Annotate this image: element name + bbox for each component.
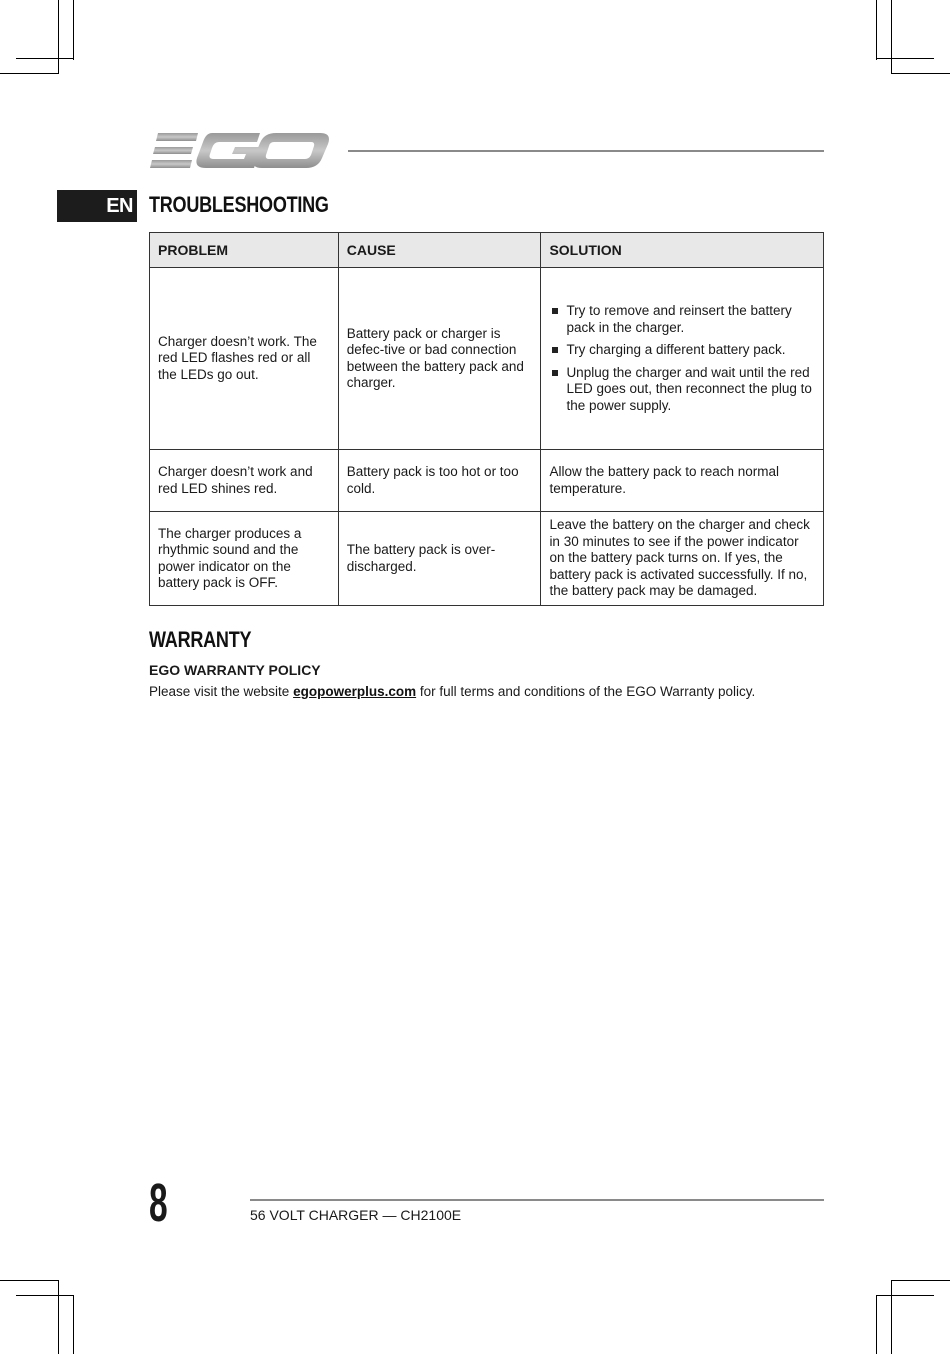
solution-cell (541, 268, 824, 450)
table-row (150, 450, 824, 512)
warranty-website-link[interactable]: egopowerplus.com (293, 684, 417, 699)
table-row (150, 512, 824, 606)
crop-mark (16, 1295, 74, 1296)
warranty-heading: WARRANTY (149, 627, 252, 652)
warranty-policy-subheading: EGO WARRANTY POLICY (149, 662, 321, 678)
solution-cell: Leave the battery on the charger and check in 30 minutes to see if the power indicator on the battery pack turns on. If yes, the battery pack is activated successfully. If no, the battery pack may be damaged. (541, 512, 824, 606)
ego-logo (150, 130, 330, 172)
column-header-solution: SOLUTION (541, 233, 824, 268)
solution-text: Unplug the charger and wait until the red LED goes out, then reconnect the plug to the power supply. (566, 364, 812, 413)
crop-mark (876, 1295, 934, 1296)
crop-mark (876, 1295, 877, 1354)
column-header-problem: PROBLEM (150, 233, 339, 268)
column-header-cause: CAUSE (338, 233, 541, 268)
footer-rule (250, 1199, 824, 1201)
troubleshooting-table (149, 232, 824, 606)
solution-text: Try charging a different battery pack. (566, 342, 786, 357)
crop-mark (876, 0, 877, 60)
crop-mark (891, 0, 892, 74)
warranty-text-before: Please visit the website (149, 684, 294, 699)
table-header-row (150, 233, 824, 268)
list-item (549, 342, 815, 359)
page-number: 8 (149, 1173, 168, 1233)
square-bullet-icon (552, 308, 558, 314)
crop-mark (58, 1280, 59, 1354)
crop-mark (876, 58, 934, 59)
language-tab: EN (57, 190, 137, 222)
crop-mark (891, 1280, 950, 1281)
problem-cell: The charger produces a rhythmic sound and the power indicator on the battery pack is OFF. (150, 512, 339, 606)
crop-mark (0, 1280, 58, 1281)
solution-list (549, 303, 815, 414)
cause-cell: The battery pack is over-discharged. (338, 512, 541, 606)
cause-cell: Battery pack or charger is defec-tive or bad connection between the battery pack and charger. (338, 268, 541, 450)
crop-mark (58, 0, 59, 74)
warranty-text-after: for full terms and conditions of the EGO Warranty policy. (416, 684, 756, 699)
solution-text: Try to remove and reinsert the battery pack in the charger. (566, 303, 792, 335)
solution-cell: Allow the battery pack to reach normal temperature. (541, 450, 824, 512)
list-item (549, 365, 815, 415)
header-rule (348, 150, 824, 152)
crop-mark (0, 73, 58, 74)
crop-mark (16, 58, 74, 59)
list-item (549, 303, 815, 336)
crop-mark (73, 0, 74, 60)
crop-mark (891, 73, 950, 74)
troubleshooting-heading: TROUBLESHOOTING (149, 192, 329, 217)
warranty-text (149, 684, 755, 699)
square-bullet-icon (552, 347, 558, 353)
crop-mark (891, 1280, 892, 1354)
problem-cell: Charger doesn’t work. The red LED flashes red or all the LEDs go out. (150, 268, 339, 450)
cause-cell: Battery pack is too hot or too cold. (338, 450, 541, 512)
table-row (150, 268, 824, 450)
problem-cell: Charger doesn’t work and red LED shines red. (150, 450, 339, 512)
footer-title: 56 VOLT CHARGER — CH2100E (250, 1207, 462, 1223)
crop-mark (73, 1295, 74, 1354)
square-bullet-icon (552, 370, 558, 376)
